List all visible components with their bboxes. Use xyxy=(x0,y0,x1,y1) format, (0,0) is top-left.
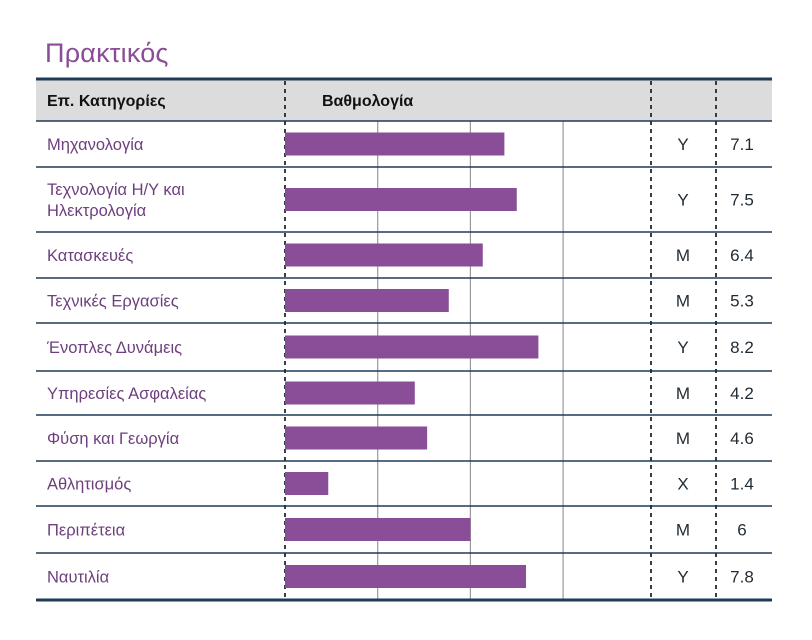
value-label: 7.5 xyxy=(730,190,754,210)
category-label: Μηχανολογία xyxy=(47,136,144,154)
value-label: 4.6 xyxy=(730,429,754,448)
value-label: 7.1 xyxy=(730,135,754,154)
category-label: Ναυτιλία xyxy=(47,568,110,587)
level-label: Υ xyxy=(677,135,689,154)
bar xyxy=(285,382,415,405)
category-label: Ένοπλες Δυνάμεις xyxy=(47,339,183,357)
bar xyxy=(285,336,538,359)
category-label: Αθλητισμός xyxy=(47,475,132,494)
value-label: 5.3 xyxy=(730,291,754,311)
category-label: Κατασκευές xyxy=(47,247,134,265)
level-label: Υ xyxy=(677,190,689,210)
level-label: Χ xyxy=(677,474,689,494)
bar xyxy=(285,289,449,312)
value-label: 6 xyxy=(737,520,747,540)
level-label: Μ xyxy=(675,246,691,265)
chart-title: Πρακτικός xyxy=(45,38,169,68)
category-label: Φύση και Γεωργία xyxy=(47,430,180,448)
category-label: Τεχνικές Εργασίες xyxy=(47,292,179,311)
value-label: 4.2 xyxy=(730,384,754,403)
header-score: Βαθμολογία xyxy=(322,93,414,110)
category-label: Τεχνολογία Η/Υ και xyxy=(47,181,185,199)
level-label: Μ xyxy=(675,384,691,403)
category-label: Περιπέτεια xyxy=(47,521,126,540)
bar xyxy=(285,133,504,156)
level-label: Μ xyxy=(675,291,691,311)
bar xyxy=(285,518,470,541)
bar xyxy=(285,472,328,495)
level-label: Μ xyxy=(675,520,691,540)
value-label: 6.4 xyxy=(730,246,754,265)
header-category: Επ. Κατηγορίες xyxy=(47,93,166,110)
level-label: Υ xyxy=(677,567,689,587)
level-label: Υ xyxy=(677,338,689,357)
bar xyxy=(285,244,483,267)
category-label: Υπηρεσίες Ασφαλείας xyxy=(47,385,207,403)
value-label: 7.8 xyxy=(730,567,754,587)
value-label: 8.2 xyxy=(730,338,754,357)
bar xyxy=(285,427,427,450)
category-label: Ηλεκτρολογία xyxy=(47,202,147,220)
bar xyxy=(285,188,517,211)
level-label: Μ xyxy=(675,429,691,448)
value-label: 1.4 xyxy=(730,474,754,494)
bar xyxy=(285,565,526,588)
